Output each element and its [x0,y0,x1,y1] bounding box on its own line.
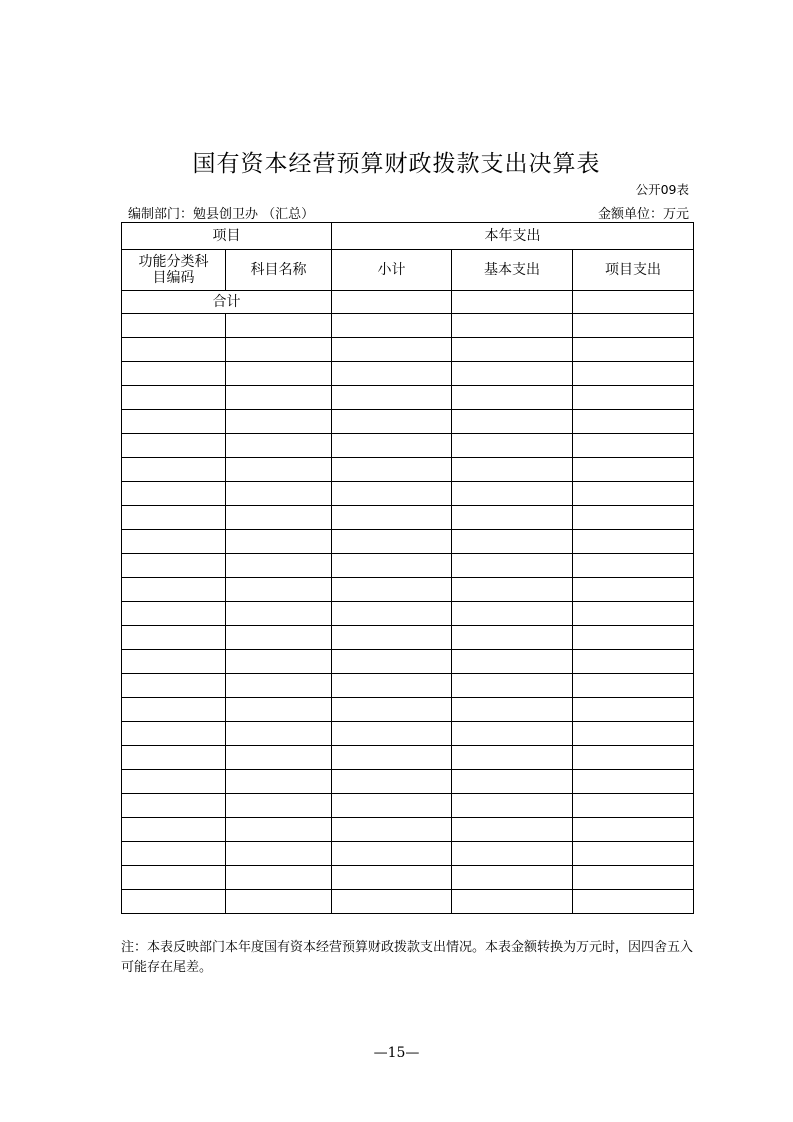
table-cell [452,386,573,410]
col-function-code: 功能分类科目编码 [122,250,226,291]
table-cell [452,626,573,650]
table-cell [332,530,452,554]
table-row [122,386,694,410]
table-cell [122,602,226,626]
table-cell [452,482,573,506]
table-row [122,626,694,650]
table-cell [332,410,452,434]
table-cell [122,626,226,650]
table-cell [573,626,694,650]
table-cell [452,770,573,794]
page-number: —15— [373,1045,420,1061]
table-row [122,866,694,890]
table-cell [573,314,694,338]
table-row [122,650,694,674]
table-cell [226,842,332,866]
table-cell [573,362,694,386]
table-cell [573,530,694,554]
total-subtotal [332,291,452,314]
table-cell [452,698,573,722]
table-row [122,434,694,458]
table-cell [122,770,226,794]
table-row [122,482,694,506]
table-cell [226,434,332,458]
table-row [122,458,694,482]
table-cell [122,554,226,578]
table-cell [332,674,452,698]
table-cell [122,482,226,506]
table-row [122,578,694,602]
table-cell [573,818,694,842]
table-cell [573,674,694,698]
page-title: 国有资本经营预算财政拨款支出决算表 [192,151,601,177]
table-cell [573,698,694,722]
table-cell [226,674,332,698]
table-cell [332,770,452,794]
table-cell [332,818,452,842]
table-cell [332,602,452,626]
table-cell [452,410,573,434]
table-cell [332,626,452,650]
table-row [122,506,694,530]
table-cell [122,650,226,674]
table-cell [573,338,694,362]
table-cell [226,818,332,842]
table-cell [573,794,694,818]
table-cell [122,410,226,434]
table-cell [452,602,573,626]
table-cell [573,842,694,866]
table-cell [226,626,332,650]
table-cell [332,794,452,818]
table-cell [122,434,226,458]
table-cell [122,674,226,698]
table-cell [332,338,452,362]
total-basic [452,291,573,314]
table-cell [573,650,694,674]
table-cell [452,866,573,890]
table-cell [573,434,694,458]
table-cell [122,818,226,842]
total-row [122,291,694,314]
table-cell [226,890,332,914]
col-subject-name: 科目名称 [226,250,332,291]
table-cell [122,578,226,602]
table-cell [332,842,452,866]
table-cell [332,866,452,890]
table-cell [332,578,452,602]
table-cell [226,362,332,386]
table-cell [452,794,573,818]
table-cell [452,650,573,674]
table-cell [452,362,573,386]
table-cell [226,554,332,578]
table-row [122,554,694,578]
amount-unit: 金额单位：万元 [597,207,689,222]
table-cell [573,746,694,770]
table-cell [452,746,573,770]
table-cell [226,506,332,530]
table-cell [122,698,226,722]
table-cell [452,338,573,362]
table-cell [226,770,332,794]
table-cell [332,890,452,914]
table-cell [122,866,226,890]
table-row [122,530,694,554]
table-cell [122,842,226,866]
table-cell [226,698,332,722]
table-row [122,602,694,626]
total-label: 合计 [122,291,332,314]
table-row [122,698,694,722]
table-cell [226,530,332,554]
table-cell [452,434,573,458]
table-cell [452,578,573,602]
table-cell [573,866,694,890]
header-current-year-expenditure: 本年支出 [332,223,694,250]
table-row [122,362,694,386]
table-cell [226,314,332,338]
table-cell [226,650,332,674]
table-cell [122,386,226,410]
table-cell [332,314,452,338]
table-cell [452,314,573,338]
table-cell [226,338,332,362]
table-cell [573,458,694,482]
table-cell [122,458,226,482]
table-cell [226,458,332,482]
table-cell [573,506,694,530]
table-row [122,746,694,770]
table-cell [573,386,694,410]
table-cell [226,866,332,890]
table-cell [452,506,573,530]
table-cell [226,722,332,746]
table-cell [332,362,452,386]
table-cell [573,770,694,794]
table-cell [226,602,332,626]
table-cell [226,794,332,818]
table-cell [122,794,226,818]
table-cell [122,314,226,338]
form-number: 公开09表 [635,182,689,197]
table-cell [332,698,452,722]
table-cell [332,458,452,482]
table-cell [452,554,573,578]
table-cell [452,458,573,482]
table-cell [122,530,226,554]
table-row [122,842,694,866]
table-row [122,722,694,746]
table-cell [332,746,452,770]
header-row-2 [122,250,694,291]
col-subtotal: 小计 [332,250,452,291]
table-row [122,674,694,698]
table-cell [332,650,452,674]
table-cell [573,890,694,914]
table-cell [122,506,226,530]
table-cell [226,746,332,770]
table-cell [332,482,452,506]
table-cell [122,722,226,746]
table-cell [122,362,226,386]
table-row [122,338,694,362]
table-cell [332,554,452,578]
table-cell [573,602,694,626]
table-cell [226,410,332,434]
table-cell [452,842,573,866]
table-cell [122,746,226,770]
table-cell [332,434,452,458]
table-cell [452,722,573,746]
table-cell [452,818,573,842]
header-project: 项目 [122,223,332,250]
table-cell [573,722,694,746]
table-row [122,818,694,842]
table-cell [332,386,452,410]
table-cell [332,506,452,530]
col-project-expenditure: 项目支出 [573,250,694,291]
table-cell [122,338,226,362]
table-cell [452,674,573,698]
table-cell [122,890,226,914]
table-cell [573,578,694,602]
table-cell [226,482,332,506]
table-cell [573,410,694,434]
table-cell [226,386,332,410]
table-row [122,314,694,338]
header-row-1 [122,223,694,250]
col-basic-expenditure: 基本支出 [452,250,573,291]
table-row [122,890,694,914]
table-cell [573,554,694,578]
table-row [122,794,694,818]
compiling-department: 编制部门：勉县创卫办 （汇总） [128,207,315,222]
expenditure-table [121,222,694,914]
table-note: 注：本表反映部门本年度国有资本经营预算财政拨款支出情况。本表金额转换为万元时，因四舍五入可能存在尾差。 [121,940,694,975]
total-project [573,291,694,314]
table-cell [452,530,573,554]
table-cell [573,482,694,506]
table-row [122,410,694,434]
table-cell [332,722,452,746]
table-cell [452,890,573,914]
table-cell [226,578,332,602]
table-row [122,770,694,794]
